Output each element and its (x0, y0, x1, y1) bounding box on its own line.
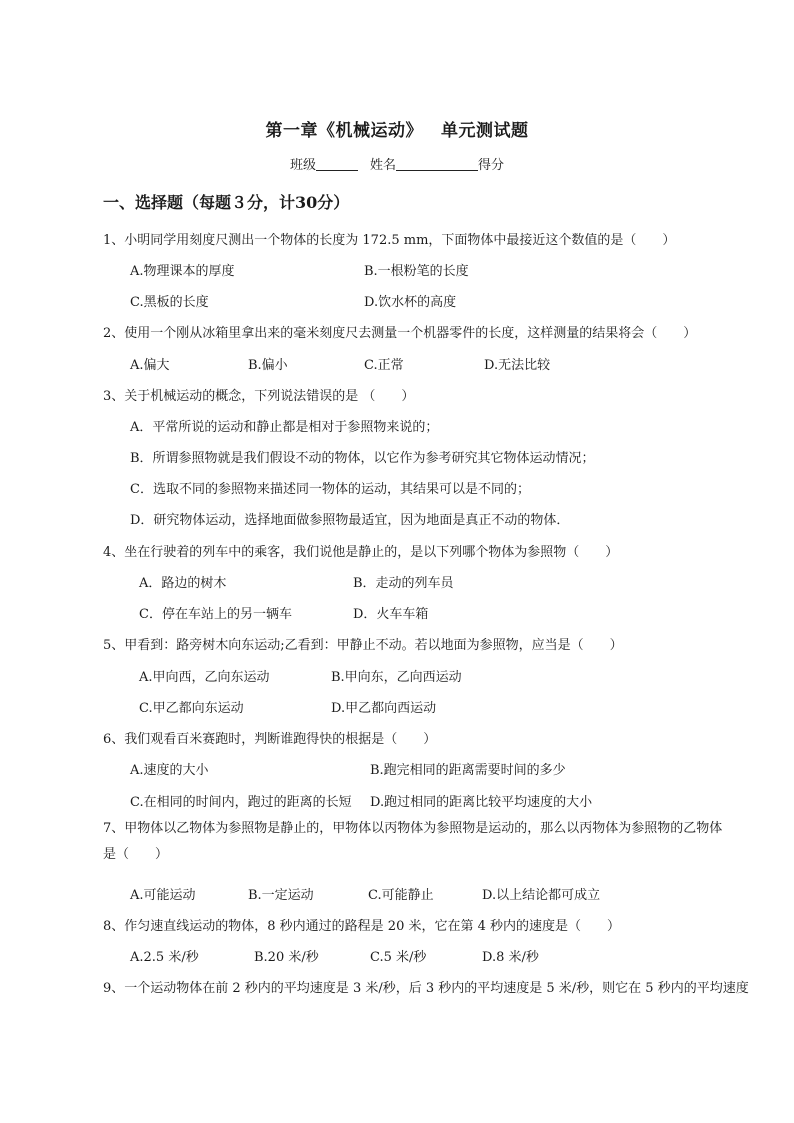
title-main: 第一章《机械运动》 (265, 121, 423, 141)
q6-option-b: B.跑完相同的距离需要时间的多少 (370, 763, 566, 778)
q8-option-d: D.8 米/秒 (482, 950, 539, 965)
q3-option-c: C．选取不同的参照物来描述同一物体的运动，其结果可以是不同的； (130, 482, 530, 497)
q4-option-c: C．停在车站上的另一辆车 (139, 607, 292, 622)
q6-option-a: A.速度的大小 (130, 763, 209, 778)
q4-option-b: B．走动的列车员 (353, 576, 454, 591)
name-label: 姓名 (369, 158, 396, 173)
q5-options-row-1 (139, 666, 724, 685)
q1-options-row-2 (130, 291, 724, 310)
q1-option-b: B.一根粉笔的长度 (364, 264, 469, 279)
q5-option-c: C.甲乙都向东运动 (139, 701, 244, 716)
q5-option-a: A.甲向西，乙向东运动 (139, 670, 270, 685)
q3-option-d: D．研究物体运动，选择地面做参照物最适宜，因为地面是真正不动的物体． (130, 513, 570, 528)
title-sub: 单元测试题 (441, 121, 529, 141)
q5-options-row-2 (139, 697, 724, 716)
question-8: 8、作匀速直线运动的物体，8 秒内通过的路程是 20 米，它在第 4 秒内的速度是（ ） (103, 919, 621, 934)
q6-options-row-2 (130, 791, 724, 810)
question-9: 9、一个运动物体在前 2 秒内的平均速度是 3 米/秒，后 3 秒内的平均速度是 5 米/秒，则它在 5 秒内的平均速度 (103, 981, 749, 996)
question-1: 1、小明同学用刻度尺测出一个物体的长度为 172.5 mm，下面物体中最接近这个数值的是（ ） (103, 233, 676, 248)
question-7: 7、甲物体以乙物体为参照物是静止的，甲物体以丙物体为参照物是运动的，那么以丙物体为参照物的乙物体是（ ） (103, 821, 723, 862)
question-5: 5、甲看到：路旁树木向东运动;乙看到：甲静止不动。若以地面为参照物，应当是（ ） (103, 638, 623, 653)
q2-option-a: A.偏大 (130, 358, 170, 373)
q6-option-c: C.在相同的时间内，跑过的距离的长短 (130, 795, 352, 810)
question-2: 2、使用一个刚从冰箱里拿出来的毫米刻度尺去测量一个机器零件的长度，这样测量的结果将会（ ） (103, 326, 697, 341)
q7-option-a: A.可能运动 (130, 888, 196, 903)
q8-options-row (130, 946, 724, 965)
score-label: 得分 (478, 158, 505, 173)
q7-options-row (130, 884, 724, 903)
q5-option-b: B.甲向东，乙向西运动 (331, 670, 462, 685)
question-4: 4、坐在行驶着的列车中的乘客，我们说他是静止的，是以下列哪个物体为参照物（ ） (103, 545, 619, 560)
q1-option-a: A.物理课本的厚度 (130, 264, 235, 279)
student-info-line (0, 154, 794, 173)
question-6: 6、我们观看百米赛跑时，判断谁跑得快的根据是（ ） (103, 732, 437, 747)
q7-option-d: D.以上结论都可成立 (482, 888, 601, 903)
q3-option-a: A．平常所说的运动和静止都是相对于参照物来说的； (130, 420, 439, 435)
q8-option-b: B.20 米/秒 (254, 950, 319, 965)
q2-option-c: C.正常 (364, 358, 404, 373)
q6-options-row-1 (130, 759, 724, 778)
section-heading: 一、选择题（每题３分，计30分） (103, 193, 350, 212)
question-3: 3、关于机械运动的概念，下列说法错误的是 （ ） (103, 389, 415, 404)
q4-option-d: D．火车车箱 (353, 607, 429, 622)
q8-option-a: A.2.5 米/秒 (130, 950, 199, 965)
q4-options-row-1 (139, 572, 724, 591)
class-blank[interactable] (316, 156, 358, 171)
q6-option-d: D.跑过相同的距离比较平均速度的大小 (370, 795, 593, 810)
q7-option-b: B.一定运动 (248, 888, 314, 903)
q2-option-d: D.无法比较 (484, 358, 551, 373)
name-blank[interactable] (396, 156, 478, 171)
q3-option-b: B．所谓参照物就是我们假设不动的物体，以它作为参考研究其它物体运动情况； (130, 451, 595, 466)
q1-options-row-1 (130, 260, 724, 279)
q1-option-c: C.黑板的长度 (130, 295, 209, 310)
class-label: 班级 (289, 158, 316, 173)
q4-options-row-2 (139, 603, 724, 622)
q4-option-a: A．路边的树木 (139, 576, 227, 591)
page-title (0, 116, 794, 141)
q2-options-row (130, 354, 724, 373)
q2-option-b: B.偏小 (248, 358, 288, 373)
q5-option-d: D.甲乙都向西运动 (331, 701, 437, 716)
q8-option-c: C.5 米/秒 (370, 950, 427, 965)
q1-option-d: D.饮水杯的高度 (364, 295, 457, 310)
q7-option-c: C.可能静止 (368, 888, 434, 903)
